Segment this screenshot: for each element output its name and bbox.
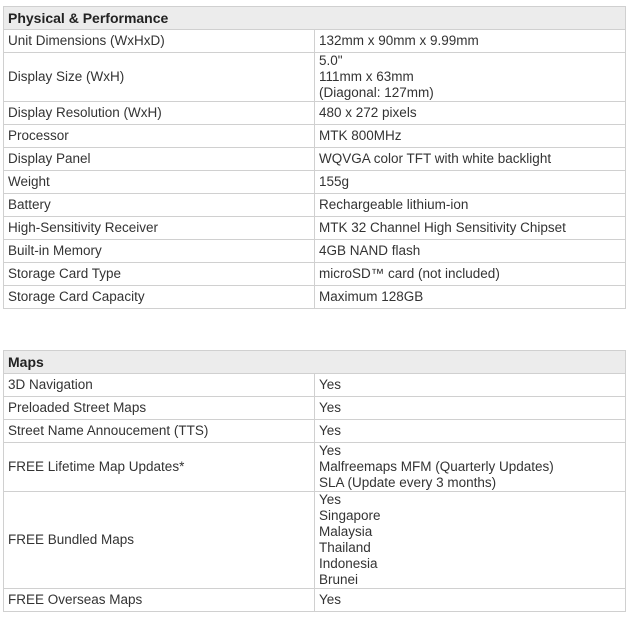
spec-value-line: Singapore [319, 508, 381, 523]
spec-label: Weight [4, 171, 315, 194]
spec-label: Storage Card Capacity [4, 286, 315, 309]
spec-value [315, 263, 626, 286]
spec-value [315, 374, 626, 397]
spec-label: Display Panel [4, 148, 315, 171]
spec-value [315, 30, 626, 53]
spec-label: FREE Overseas Maps [4, 589, 315, 612]
section-header-row [4, 7, 626, 30]
spec-label: Battery [4, 194, 315, 217]
spec-value [315, 53, 626, 102]
spec-label: Storage Card Type [4, 263, 315, 286]
spec-value-line: Yes [319, 377, 342, 392]
spec-value-line: Yes [319, 492, 342, 507]
spec-value [315, 125, 626, 148]
spec-row [4, 217, 626, 240]
spec-row [4, 443, 626, 492]
spec-value-line: 480 x 272 pixels [319, 105, 417, 120]
section-title: Maps [4, 351, 626, 374]
spec-row [4, 397, 626, 420]
spec-value [315, 492, 626, 589]
spec-row [4, 148, 626, 171]
spec-value [315, 171, 626, 194]
spec-value [315, 217, 626, 240]
spec-value-line: Malaysia [319, 524, 373, 539]
spec-value [315, 420, 626, 443]
spec-row [4, 492, 626, 589]
spec-value-line: Yes [319, 592, 342, 607]
spec-value-line: 155g [319, 174, 350, 189]
spec-value-line: WQVGA color TFT with white backlight [319, 151, 552, 166]
spec-value [315, 102, 626, 125]
spec-value-line: Brunei [319, 572, 359, 587]
spec-row [4, 240, 626, 263]
spec-value-line: 5.0" [319, 53, 343, 68]
spec-value-line: MTK 800MHz [319, 128, 402, 143]
spec-label: Display Resolution (WxH) [4, 102, 315, 125]
spec-value-line: Malfreemaps MFM (Quarterly Updates) [319, 459, 554, 474]
physical-performance-table [3, 6, 626, 309]
spec-value [315, 397, 626, 420]
spec-value [315, 443, 626, 492]
spec-label: Unit Dimensions (WxHxD) [4, 30, 315, 53]
section-title: Physical & Performance [4, 7, 626, 30]
spec-label: High-Sensitivity Receiver [4, 217, 315, 240]
spec-value-line: 132mm x 90mm x 9.99mm [319, 33, 479, 48]
spec-value [315, 148, 626, 171]
spec-label: Processor [4, 125, 315, 148]
spec-row [4, 171, 626, 194]
spec-value-line: Yes [319, 400, 342, 415]
spec-value-line: Indonesia [319, 556, 378, 571]
spec-value-line: (Diagonal: 127mm) [319, 85, 434, 100]
spec-label: Built-in Memory [4, 240, 315, 263]
spec-row [4, 420, 626, 443]
spec-row [4, 125, 626, 148]
spec-value [315, 240, 626, 263]
spec-row [4, 102, 626, 125]
spec-value [315, 589, 626, 612]
spec-row [4, 53, 626, 102]
spec-row [4, 286, 626, 309]
spec-value [315, 286, 626, 309]
spec-value-line: Thailand [319, 540, 371, 555]
spec-row [4, 589, 626, 612]
spec-row [4, 194, 626, 217]
spec-label: FREE Lifetime Map Updates* [4, 443, 315, 492]
spec-label: 3D Navigation [4, 374, 315, 397]
spec-label: Display Size (WxH) [4, 53, 315, 102]
spec-row [4, 30, 626, 53]
spec-row [4, 374, 626, 397]
spec-row [4, 263, 626, 286]
spec-value-line: microSD™ card (not included) [319, 266, 500, 281]
spec-value-line: Yes [319, 443, 342, 458]
spec-label: FREE Bundled Maps [4, 492, 315, 589]
spec-value-line: Maximum 128GB [319, 289, 424, 304]
spec-value-line: MTK 32 Channel High Sensitivity Chipset [319, 220, 566, 235]
spec-value-line: SLA (Update every 3 months) [319, 475, 497, 490]
spec-value-line: 4GB NAND flash [319, 243, 421, 258]
spec-value [315, 194, 626, 217]
section-header-row [4, 351, 626, 374]
spec-value-line: Yes [319, 423, 342, 438]
spec-label: Street Name Annoucement (TTS) [4, 420, 315, 443]
spec-value-line: 111mm x 63mm [319, 69, 414, 84]
spec-value-line: Rechargeable lithium-ion [319, 197, 469, 212]
spec-label: Preloaded Street Maps [4, 397, 315, 420]
maps-table [3, 350, 626, 612]
